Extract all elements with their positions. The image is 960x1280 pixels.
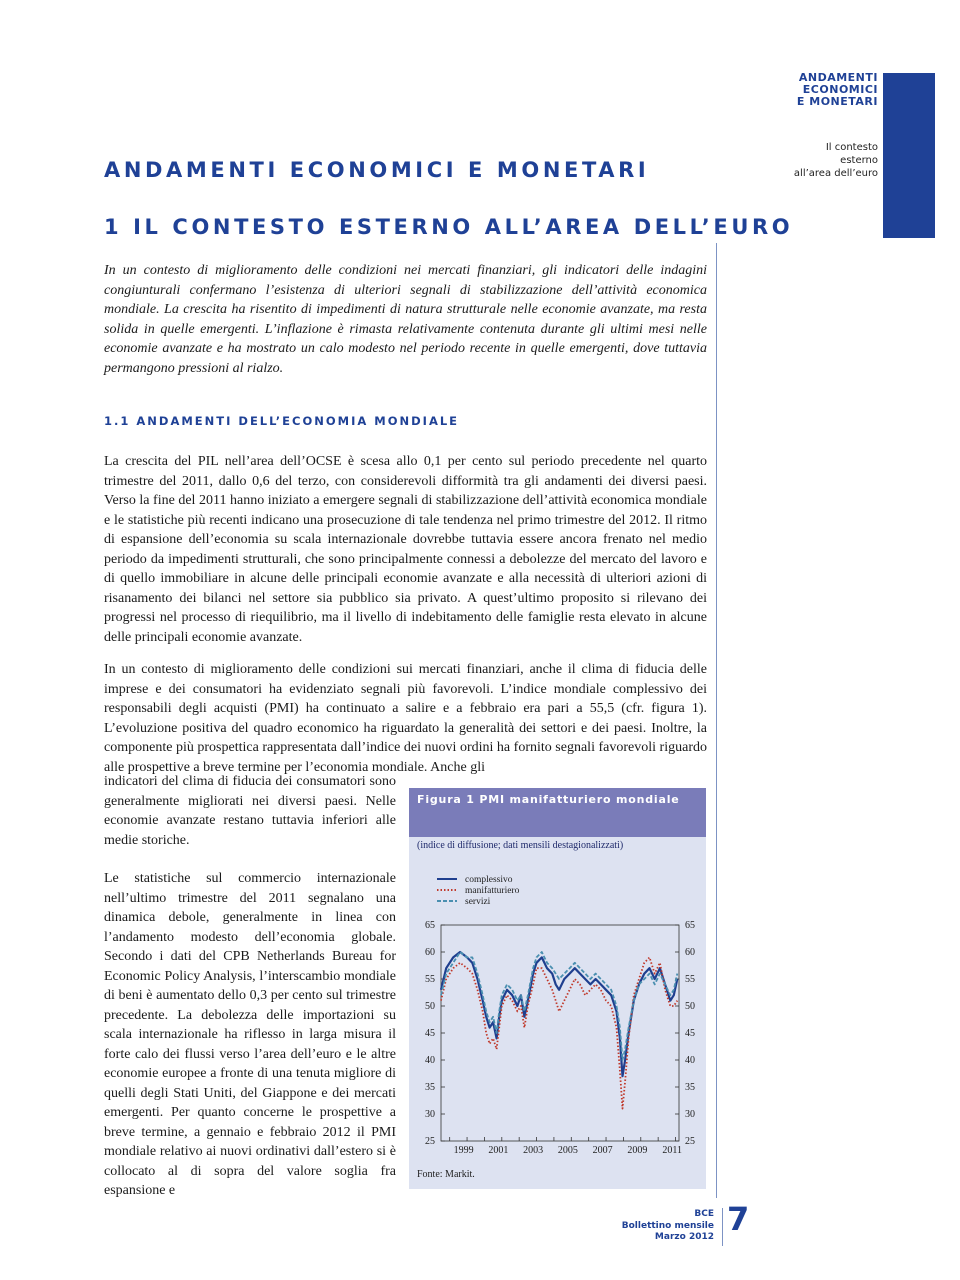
series-line-servizi	[441, 952, 677, 1060]
y-tick-label: 35	[425, 1082, 435, 1093]
body-paragraph-2-continued: indicatori del clima di fiducia dei consumatori sono generalmente migliorati nei diversi paesi. Nelle economie avanzate restano tuttavia inferiori alle medie storiche.	[104, 774, 396, 848]
page-number: 7	[727, 1200, 750, 1238]
x-tick-label: 2009	[627, 1145, 648, 1156]
body-paragraph-2: In un contesto di miglioramento delle condizioni sui mercati finanziari, anche il clima di fiducia delle imprese e dei consumatori ha evidenziato segnali più favorevoli. L’indice mondiale complessivo dei responsabili degli acquisti (PMI) ha continuato a salire e a febbraio era pari a 55,5 (cfr. figura 1). L’evoluzione positiva del quadro economico ha riguardato la generalità dei settori e dei paesi. Inoltre, la componente più prospettica rappresentata dall’indice dei nuovi ordini ha fornito segnali favorevoli riguardo alle prospettive a breve termine per l’economia mondiale. Anche gli	[104, 662, 707, 775]
y-tick-label: 30	[425, 1109, 435, 1120]
figure-header	[409, 788, 706, 837]
header-line: E MONETARI	[796, 95, 878, 108]
y-tick-label: 35	[685, 1082, 695, 1093]
y-tick-label: 55	[685, 974, 695, 985]
y-tick-label: 60	[425, 947, 435, 958]
legend-label: manifatturiero	[465, 886, 520, 896]
y-tick-label: 65	[685, 920, 695, 931]
x-tick-label: 2003	[523, 1145, 544, 1156]
footer	[560, 1209, 714, 1244]
page-title: ANDAMENTI ECONOMICI E MONETARI	[104, 158, 650, 182]
body-paragraph-1: La crescita del PIL nell’area dell’OCSE è scesa allo 0,1 per cento sul periodo precedente nel quarto trimestre del 2011, dallo 0,6 del terzo, con considerevoli difformità tra gli andamenti dei diversi paesi. Verso la fine del 2011 hanno iniziato a emergere segnali di stabilizzazione dell’attività economica mondiale e le statistiche più recenti indicano una prosecuzione di tale tendenza nel primo trimestre del 2012. Il ritmo di espansione dell’economia su scala internazionale dovrebbe tuttavia essere ancora frenato nel medio periodo da impedimenti strutturali, che sono principalmente connessi a debolezze del mercato del lavoro e di quello immobiliare in alcune delle principali economie avanzate e alla necessità di ulteriori azioni di risanamento dei bilanci nel settore sia pubblico sia privato. A quest’ultimo proposito si rilevano dei progressi nel processo di riequilibrio, ma il livello di indebitamento delle famiglie resta elevato in alcune delle principali economie avanzate.	[104, 454, 707, 645]
y-tick-label: 40	[685, 1055, 695, 1066]
pmi-chart	[409, 837, 706, 1167]
y-tick-label: 45	[685, 1028, 695, 1039]
y-tick-label: 25	[685, 1136, 695, 1147]
subheader-line: all’area dell’euro	[793, 168, 878, 179]
body-paragraph-3: Le statistiche sul commercio internazionale nell’ultimo trimestre del 2011 segnalano una dinamica debole, generalmente in linea con l’andamento modesto dell’economia globale. Secondo i dati del CPB Netherlands Bureau for Economic Policy Analysis, l’interscambio mondiale di beni è aumentato dello 0,3 per cento sul trimestre precedente. La debolezza delle importazioni su scala internazionale ha riflesso in larga misura il forte calo dei flussi verso l’area dell’euro e le altre economie europee a fronte di una tenuta migliore di quelli degli Stati Uniti, del Giappone e dei mercati emergenti. Per quanto concerne le prospettive a breve termine, a gennaio e febbraio 2012 il PMI mondiale relativo ai nuovi ordinativi dall’estero si è collocato al di sopra del valore soglia fra espansione e	[104, 871, 396, 1198]
legend-label: complessivo	[465, 875, 513, 885]
y-tick-label: 50	[425, 1001, 435, 1012]
figure-panel	[409, 837, 706, 1189]
y-tick-label: 25	[425, 1136, 435, 1147]
y-tick-label: 40	[425, 1055, 435, 1066]
running-header-section	[700, 72, 878, 108]
plot-frame	[441, 925, 679, 1141]
footer-line: Marzo 2012	[654, 1232, 714, 1242]
subheader-line: esterno	[840, 155, 878, 166]
section-heading: 1.1 ANDAMENTI DELL’ECONOMIA MONDIALE	[104, 414, 460, 428]
figure-title: Figura 1 PMI manifatturiero mondiale	[417, 793, 680, 806]
running-header-subsection	[700, 141, 878, 180]
header-line: ECONOMICI	[802, 83, 878, 96]
y-tick-label: 30	[685, 1109, 695, 1120]
legend-label: servizi	[465, 897, 491, 907]
y-tick-label: 60	[685, 947, 695, 958]
y-tick-label: 55	[425, 974, 435, 985]
x-tick-label: 2001	[488, 1145, 509, 1156]
y-tick-label: 65	[425, 920, 435, 931]
y-tick-label: 50	[685, 1001, 695, 1012]
subheader-line: Il contesto	[825, 142, 878, 153]
x-tick-label: 1999	[453, 1145, 474, 1156]
intro-paragraph: In un contesto di miglioramento delle condizioni nei mercati finanziari, gli indicatori delle indagini congiunturali confermano l’esistenza di ulteriori segnali di stabilizzazione dell’attività economica mondiale. La crescita ha risentito di impedimenti di natura strutturale nelle economie avanzate, ma resta solida in quelle emergenti. L’inflazione è rimasta relativamente contenuta durante gli ultimi mesi nelle economie avanzate e ha mostrato un calo modesto nel periodo recente in quelle emergenti, dove tuttavia permangono pressioni al rialzo.	[104, 263, 707, 376]
x-tick-label: 2011	[662, 1145, 682, 1156]
footer-line: BCE	[694, 1209, 714, 1219]
x-tick-label: 2007	[592, 1145, 613, 1156]
figure-source: Fonte: Markit.	[417, 1169, 475, 1180]
footer-line: Bollettino mensile	[621, 1220, 714, 1231]
figure-subtitle: (indice di diffusione; dati mensili destagionalizzati)	[417, 840, 624, 851]
section-tab	[883, 73, 935, 238]
header-line: ANDAMENTI	[798, 71, 878, 84]
chapter-title: 1 IL CONTESTO ESTERNO ALL’AREA DELL’EURO	[104, 215, 794, 239]
column-rule	[716, 243, 717, 1198]
footer-rule	[722, 1208, 723, 1246]
y-tick-label: 45	[425, 1028, 435, 1039]
x-tick-label: 2005	[557, 1145, 578, 1156]
